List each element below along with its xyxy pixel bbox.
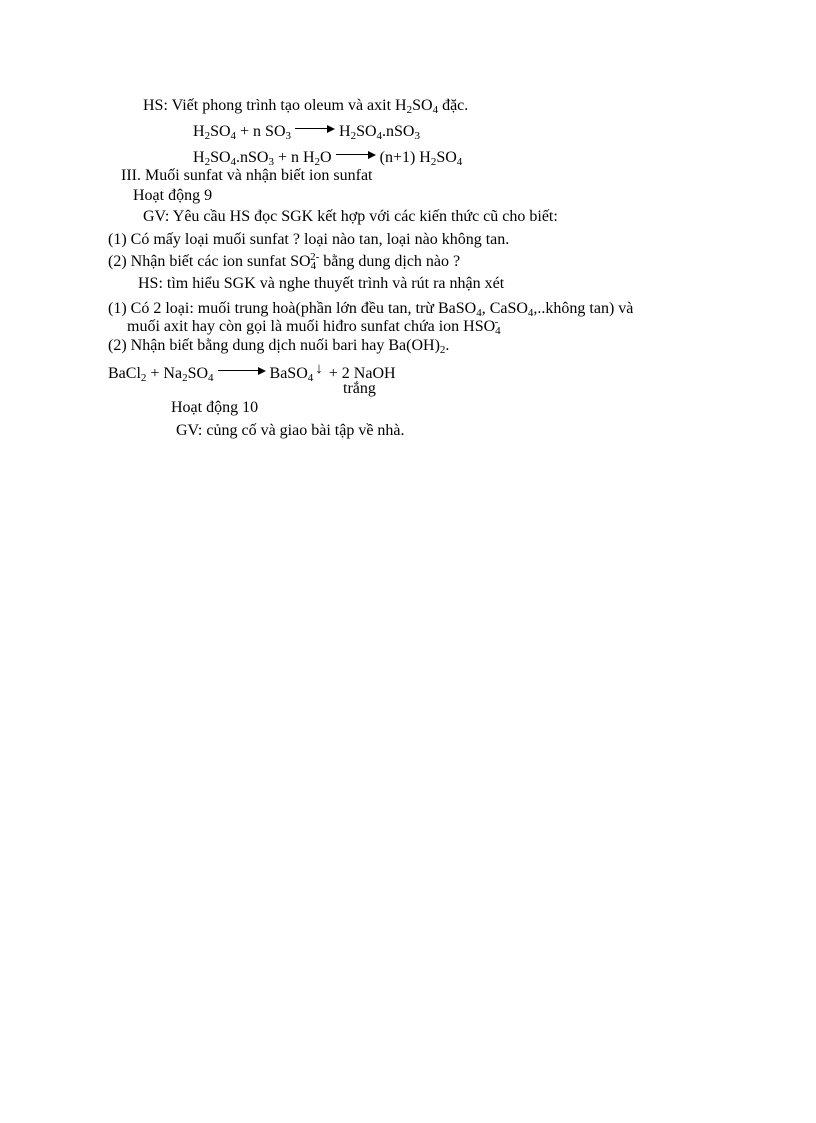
precipitate-arrow-icon: ↓ xyxy=(315,361,323,377)
hs-line-oleum: HS: Viết phong trình tạo oleum và axit $H_2SO_4$ đặc. xyxy=(143,97,469,116)
equation-oleum-2: $H_2SO_4.nSO_3 + n$ $H_2O$ (n+1) $H_2SO_4$ xyxy=(193,149,463,168)
answer-1: (1) Có 2 loại: muối trung hoà(phần lớn đều tan, trừ BaSO$_4$, CaSO$_4$,..không tan) và xyxy=(108,300,634,319)
gv-instruction-10: GV: củng cố và giao bài tập về nhà. xyxy=(176,422,405,439)
answer-2: (2) Nhận biết bằng dung dịch nuối bari hay $Ba(OH)_2$. xyxy=(108,337,450,356)
reaction-arrow xyxy=(218,366,266,376)
section-heading-sulfate: III. Muối sunfat và nhận biết ion sunfat xyxy=(121,167,373,184)
reaction-arrow xyxy=(336,150,376,160)
precipitate-note: trắng xyxy=(343,380,376,397)
reaction-arrow xyxy=(295,124,335,134)
question-2: (2) Nhận biết các ion sunfat $SO_4^{2-}$ bằng dung dịch nào ? xyxy=(108,251,461,272)
question-1: (1) Có mấy loại muối sunfat ? loại nào tan, loại nào không tan. xyxy=(108,231,510,248)
activity-10-heading: Hoạt động 10 xyxy=(171,399,259,416)
hs-response-9: HS: tìm hiểu SGK và nghe thuyết trình và rút ra nhận xét xyxy=(138,275,505,292)
equation-oleum-1: $H_2SO_4 + n$ $SO_3$ $H_2SO_4.nSO_3$ xyxy=(193,123,420,142)
gv-instruction-9: GV: Yêu cầu HS đọc SGK kết hợp với các kiến thức cũ cho biết: xyxy=(143,208,558,225)
equation-barium-sulfate: BaCl$_2$ + $Na_2SO_4$ BaSO$_4$↓ + 2 NaOH xyxy=(108,361,396,384)
activity-9-heading: Hoạt động 9 xyxy=(133,187,213,204)
answer-1-continued: muối axit hay còn gọi là muối hiđro sunfat chứa ion $HSO_4^-$ xyxy=(127,316,501,337)
